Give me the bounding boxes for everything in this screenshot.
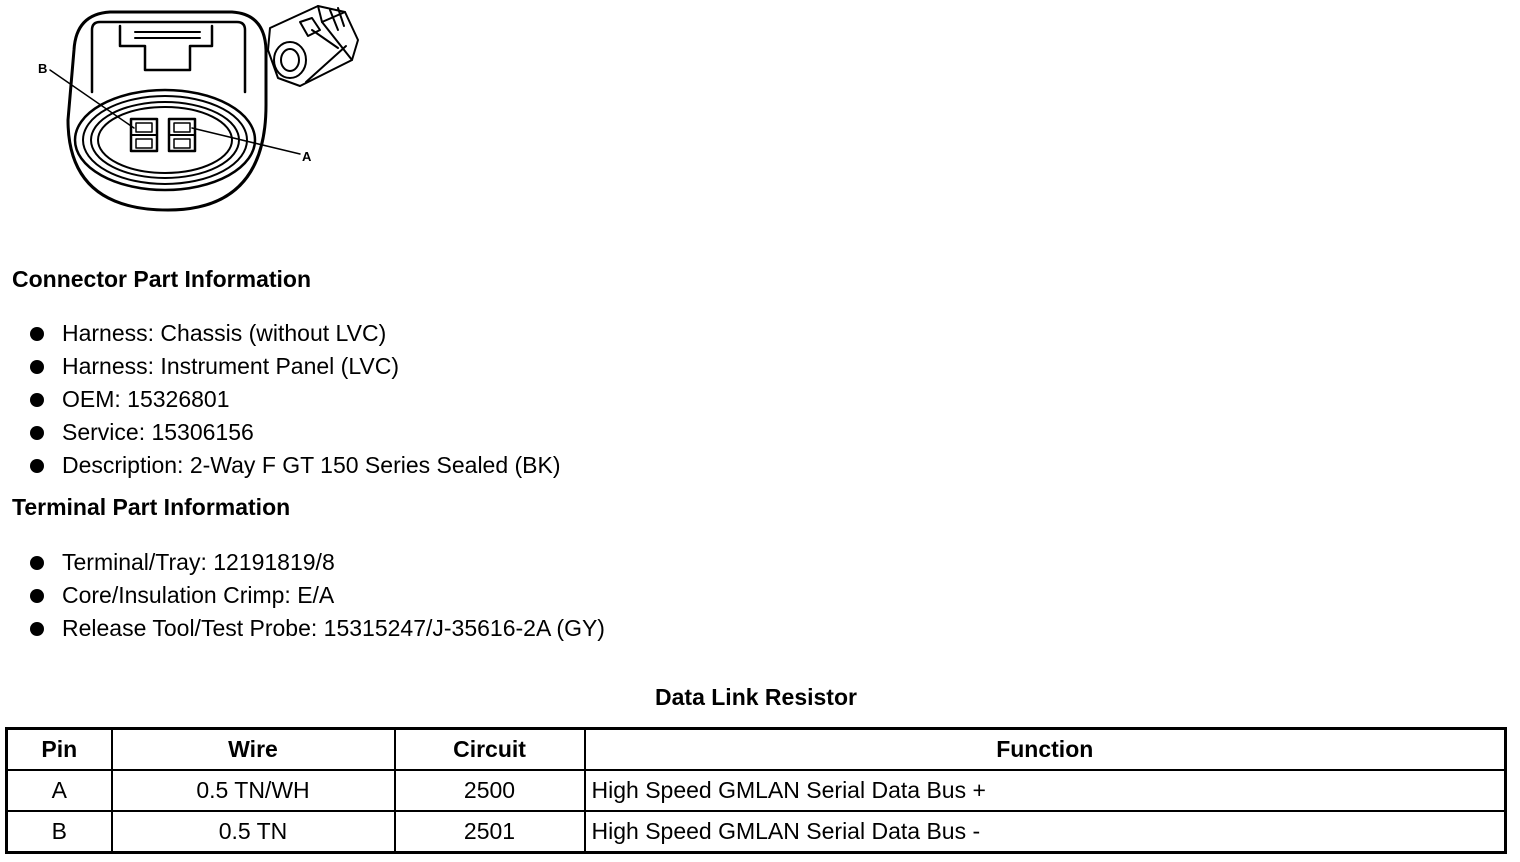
cell-wire: 0.5 TN bbox=[112, 811, 395, 853]
pin-label-b: B bbox=[38, 61, 48, 76]
connector-info-list bbox=[28, 317, 561, 482]
pinout-table bbox=[5, 727, 1507, 854]
list-item bbox=[28, 416, 561, 449]
list-item bbox=[28, 350, 561, 383]
terminal-info-list bbox=[28, 546, 605, 645]
cell-function: High Speed GMLAN Serial Data Bus + bbox=[585, 770, 1506, 811]
column-header-circuit: Circuit bbox=[395, 729, 585, 771]
list-item-text: Release Tool/Test Probe: 15315247/J-35616-2A (GY) bbox=[62, 615, 605, 641]
list-item-text: Service: 15306156 bbox=[62, 419, 254, 445]
bullet-icon bbox=[30, 459, 44, 473]
list-item-text: Core/Insulation Crimp: E/A bbox=[62, 582, 335, 608]
column-header-function: Function bbox=[585, 729, 1506, 771]
connector-3d-sketch bbox=[268, 6, 358, 86]
connector-section-title: Connector Part Information bbox=[12, 266, 312, 292]
cell-circuit: 2500 bbox=[395, 770, 585, 811]
list-item-text: Harness: Instrument Panel (LVC) bbox=[62, 353, 400, 379]
list-item bbox=[28, 383, 561, 416]
bullet-icon bbox=[30, 426, 44, 440]
list-item bbox=[28, 449, 561, 482]
list-item bbox=[28, 579, 605, 612]
connector-diagram bbox=[0, 0, 380, 225]
bullet-icon bbox=[30, 327, 44, 341]
list-item bbox=[28, 317, 561, 350]
pin-label-a: A bbox=[302, 149, 312, 164]
cell-circuit: 2501 bbox=[395, 811, 585, 853]
list-item-text: Terminal/Tray: 12191819/8 bbox=[62, 549, 335, 575]
column-header-wire: Wire bbox=[112, 729, 395, 771]
bullet-icon bbox=[30, 556, 44, 570]
column-header-pin: Pin bbox=[7, 729, 112, 771]
terminal-section-title: Terminal Part Information bbox=[12, 494, 291, 520]
list-item bbox=[28, 546, 605, 579]
table-row bbox=[7, 770, 1506, 811]
list-item-text: Harness: Chassis (without LVC) bbox=[62, 320, 387, 346]
bullet-icon bbox=[30, 360, 44, 374]
bullet-icon bbox=[30, 589, 44, 603]
cell-wire: 0.5 TN/WH bbox=[112, 770, 395, 811]
cell-function: High Speed GMLAN Serial Data Bus - bbox=[585, 811, 1506, 853]
cell-pin: A bbox=[7, 770, 112, 811]
list-item-text: Description: 2-Way F GT 150 Series Sealed (BK) bbox=[62, 452, 561, 478]
bullet-icon bbox=[30, 622, 44, 636]
table-title: Data Link Resistor bbox=[655, 684, 857, 710]
list-item bbox=[28, 612, 605, 645]
bullet-icon bbox=[30, 393, 44, 407]
table-header-row bbox=[7, 729, 1506, 771]
cell-pin: B bbox=[7, 811, 112, 853]
table-row bbox=[7, 811, 1506, 853]
list-item-text: OEM: 15326801 bbox=[62, 386, 230, 412]
